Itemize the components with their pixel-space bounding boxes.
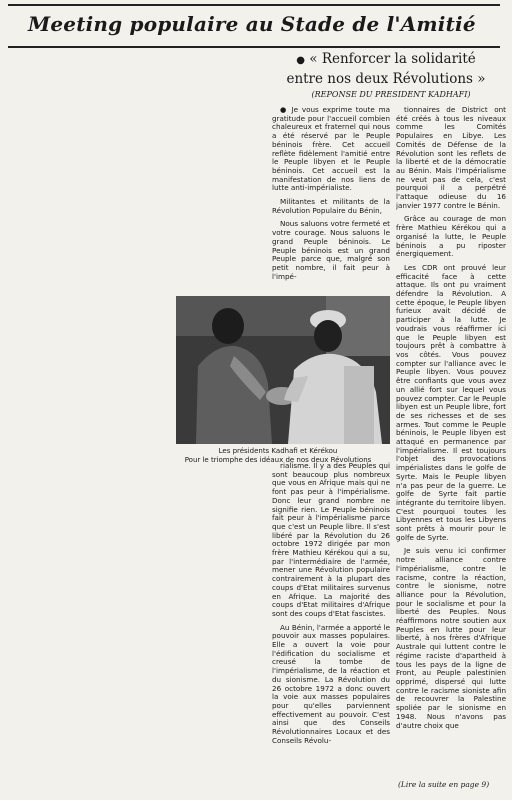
- article-column-left-bottom: [272, 462, 390, 774]
- paragraph: Je suis venu ici confirmer notre alliance contre l'impérialisme, contre le racisme, contre la réaction, contre le sionisme, notre alliance pour la Révolution, pour le socialisme et pour la liberté des Peuples. Nous réaffirmons notre soutien aux Peuples en lutte pour leur liberté, à nos frères d'Afrique Australe qui luttent contre le régime raciste d'apartheid à tous les pays de la ligne de Front, au Peuple palestinien opprimé, dispersé qui lutte contre le racisme sioniste afin de recouvrer la Palestine spoliée par le sionisme en 1948. Nous n'avons pas d'autre choix que: [396, 546, 506, 730]
- article-headline: [268, 50, 504, 88]
- headline-bullet-icon: ●: [296, 55, 305, 66]
- headline-line-1: « Renforcer la solidarité: [309, 51, 476, 67]
- headline-line-2: entre nos deux Révolutions »: [286, 71, 486, 87]
- section-banner: [8, 4, 500, 48]
- paragraph: Nous saluons votre fermeté et votre courage. Nous saluons le grand Peuple béninois. Le Peuple béninois est un grand Peuple parce que, malgré son petit nombre, il fait peur à l'impé-: [272, 219, 390, 281]
- banner-title: Meeting populaire au Stade de l'Amitié: [28, 12, 476, 36]
- paragraph: ● Je vous exprime toute ma gratitude pour l'accueil combien chaleureux et fraternel qui nous a été réservé par le Peuple béninois frère. Cet accueil reflète fidèlement l'amitié entre le Peuple libyen et le Peuple béninois. Cet accueil est la manifestation de nos liens de lutte anti-impérialiste.: [272, 106, 390, 193]
- paragraph: tionnaires de District ont été créés à tous les niveaux comme les Comités Populaires en Libye. Les Comités de Défense de la Révolution sont les reflets de la liberté et de la démocratie au Bénin. Mais l'impérialisme ne veut pas de cela, c'est pourquoi il a perpétré l'attaque odieuse du 16 janvier 1977 contre le Bénin.: [396, 106, 506, 210]
- caption-line-2: Pour le triomphe des idéaux de nos deux Révolutions: [184, 455, 372, 464]
- paragraph: Les CDR ont prouvé leur efficacité face à cette attaque. Ils ont pu vraiment défendre la Révolution. A cette époque, le Peuple libyen furieux avait décidé de participer à la lutte. Je voudrais vous réaffirmer ici que le Peuple libyen est toujours prêt à combattre à vos côtés. Vous pouvez compter sur l'alliance avec le Peuple libyen. Vous pouvez être confiants que vous avez un allié fort sur lequel vous pouvez compter. Car le Peuple libyen est un Peuple libre, fort de ses richesses et de ses armes. Tout comme le Peuple béninois, le Peuple libyen est attaqué en permanence par l'impérialisme. Il est toujours l'objet des provocations impérialistes dans le golfe de Syrte. Mais le Peuple libyen n'a pas peur de la guerre. Le golfe de Syrte fait partie intégrante du territoire libyen. C'est pourquoi toutes les Libyennes et tous les Libyens sont prêts à mourir pour le golfe de Syrte.: [396, 262, 506, 542]
- press-photo: [176, 296, 390, 444]
- paragraph: Grâce au courage de mon frère Mathieu Kérékou qui a organisé la lutte, le Peuple béninois a pu riposter énergiquement.: [396, 214, 506, 259]
- paragraph: rialisme. Il y a des Peuples qui sont beaucoup plus nombreux que vous en Afrique mais qui ne font pas peur à l'impérialisme. Donc leur grand nombre ne signifie rien. Le Peuple béninois fait peur à l'impérialisme parce que c'est un Peuple libre. Il s'est libéré par la Révolution du 26 octobre 1972 dirigée par mon frère Mathieu Kérékou qui a su, par l'intermédiaire de l'armée, mener une Révolution populaire contrairement à la plupart des coups d'Etat militaires survenus en Afrique. La majorité des coups d'Etat militaires d'Afrique sont des coups d'Etat fascistes.: [272, 462, 390, 618]
- paragraph: Militantes et militants de la Révolution Populaire du Bénin,: [272, 197, 390, 215]
- article-column-right: [396, 106, 506, 770]
- continuation-note: (Lire la suite en page 9): [398, 780, 490, 789]
- article-column-left-top: [272, 106, 390, 296]
- caption-line-1: Les présidents Kadhafi et Kérékou: [218, 447, 338, 455]
- photo-image: [176, 296, 390, 444]
- article-subhead: (REPONSE DU PRESIDENT KADHAFI): [311, 90, 471, 99]
- paragraph: Au Bénin, l'armée a apporté le pouvoir aux masses populaires. Elle a ouvert la voie pour l'édification du socialisme et creusé la tombe de l'impérialisme, de la réaction et du sionisme. La Révolution du 26 octobre 1972 a donc ouvert la voie aux masses populaires pour qu'elles parviennent effectivement au pouvoir. C'est ainsi que des Conseils Révolutionnaires Locaux et des Conseils Révolu-: [272, 622, 390, 745]
